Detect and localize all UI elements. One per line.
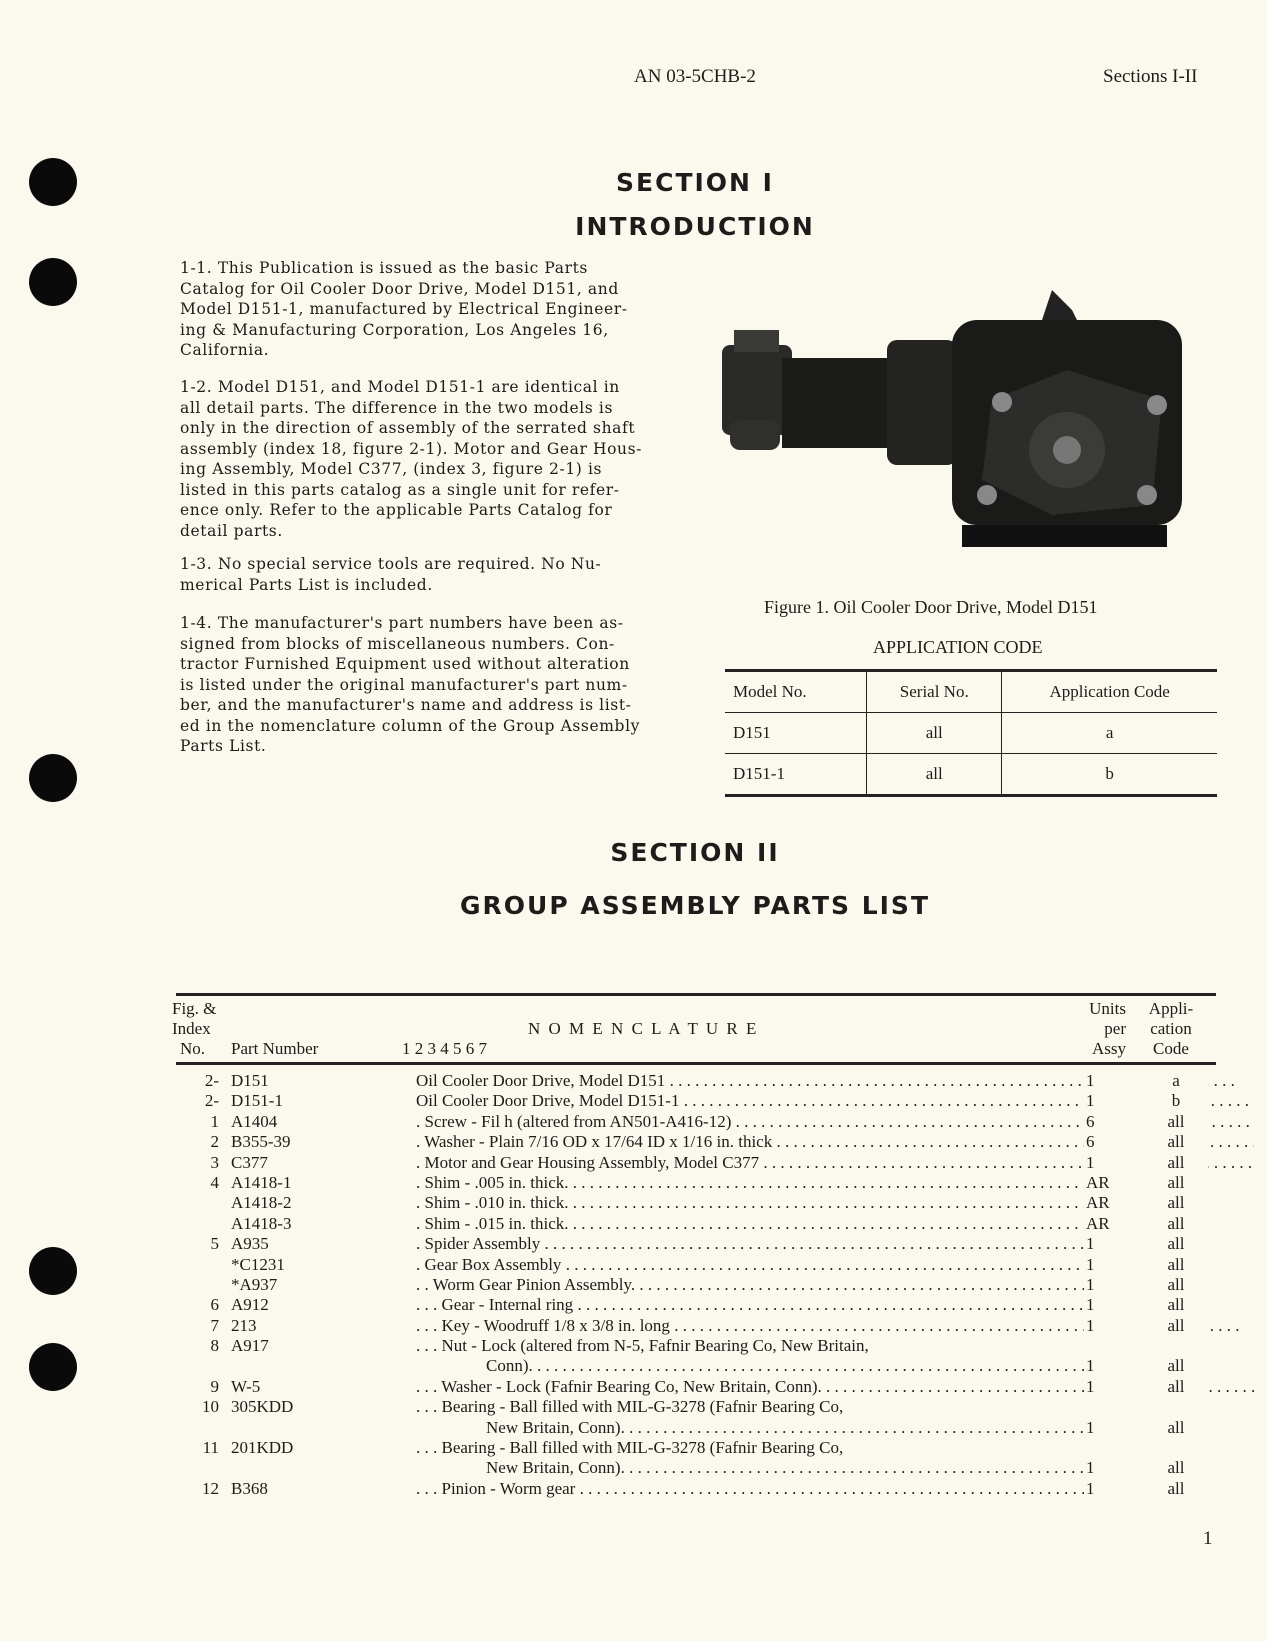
- section-range: Sections I-II: [1103, 66, 1198, 87]
- header-indent-levels: 1 2 3 4 5 6 7: [402, 1039, 487, 1058]
- header-no: No.: [180, 1039, 206, 1058]
- model-no: D151: [725, 713, 867, 754]
- header-part-number: Part Number: [231, 1039, 319, 1058]
- units-per-assy: 1: [1084, 1275, 1146, 1295]
- application-code: all: [1144, 1234, 1208, 1254]
- index-no: 5: [210, 1234, 219, 1254]
- index-no: 4: [210, 1172, 219, 1192]
- units-per-assy: AR: [1084, 1193, 1146, 1213]
- section-2-label: SECTION II: [610, 838, 780, 867]
- nomenclature: . . . Pinion - Worm gear . . .: [416, 1479, 1254, 1499]
- part-number: D151: [231, 1071, 269, 1090]
- units-per-assy: 1: [1084, 1295, 1146, 1315]
- nomenclature: Oil Cooler Door Drive, Model D151 . . .: [416, 1071, 1254, 1091]
- index-no: 10: [202, 1397, 219, 1417]
- parts-list-row: [176, 1316, 1216, 1336]
- paragraph-line: Catalog for Oil Cooler Door Drive, Model D151, and: [180, 279, 619, 298]
- part-number: W-5: [231, 1376, 261, 1396]
- parts-list-row: [176, 1193, 1216, 1213]
- units-per-assy: 1: [1084, 1418, 1146, 1438]
- application-code: a: [1144, 1071, 1208, 1091]
- oil-cooler-door-drive-photo: [722, 290, 1222, 570]
- parts-list-row: [176, 1438, 1216, 1458]
- part-number: *C1231: [231, 1254, 285, 1274]
- parts-list-row-continuation: [176, 1418, 1216, 1438]
- units-per-assy: 1: [1084, 1356, 1146, 1376]
- nomenclature-continuation: New Britain, Conn). . . .: [486, 1458, 1254, 1478]
- parts-list-row: [176, 1397, 1216, 1417]
- document-number: AN 03-5CHB-2: [634, 66, 756, 87]
- parts-list-row: [176, 1112, 1216, 1132]
- index-no: 8: [210, 1336, 219, 1356]
- paragraph-line: ber, and the manufacturer's name and address is list-: [180, 696, 632, 714]
- part-number: C377: [231, 1152, 268, 1172]
- application-code: all: [1144, 1479, 1208, 1499]
- index-no: 6: [210, 1295, 219, 1315]
- header-per: per: [1104, 1019, 1126, 1038]
- paragraph-line: is listed under the original manufacturer's part num-: [180, 675, 628, 694]
- part-number: B368: [231, 1478, 268, 1498]
- parts-list-row: [176, 1479, 1216, 1499]
- units-per-assy: 1: [1084, 1316, 1146, 1336]
- paragraph-line: Model D151-1, manufactured by Electrical Engineer-: [180, 300, 628, 318]
- units-per-assy: 1: [1084, 1234, 1146, 1254]
- nomenclature: . Shim - .010 in. thick. . . .: [416, 1193, 1254, 1213]
- application-code: all: [1144, 1356, 1208, 1376]
- paragraph-line: listed in this parts catalog as a single unit for refer-: [180, 480, 620, 499]
- nomenclature: . Shim - .005 in. thick. . . .: [416, 1173, 1254, 1193]
- section-2-title: GROUP ASSEMBLY PARTS LIST: [460, 891, 930, 920]
- units-per-assy: 1: [1084, 1458, 1146, 1478]
- units-per-assy: AR: [1084, 1173, 1146, 1193]
- index-no: 2-: [204, 1071, 219, 1090]
- page-number: 1: [1203, 1528, 1213, 1549]
- nomenclature: . . . Key - Woodruff 1/8 x 3/8 in. long . . .: [416, 1316, 1254, 1336]
- nomenclature: . . . Gear - Internal ring . . .: [416, 1295, 1254, 1315]
- part-number: *A937: [231, 1274, 278, 1294]
- paragraph-line: ence only. Refer to the applicable Parts Catalog for: [180, 501, 613, 519]
- binder-hole: [29, 1343, 77, 1391]
- index-no: 2: [210, 1132, 219, 1152]
- parts-list-row: [176, 1153, 1216, 1173]
- parts-list-row: [176, 1275, 1216, 1295]
- units-per-assy: AR: [1084, 1214, 1146, 1234]
- application-code: all: [1144, 1418, 1208, 1438]
- part-number: A1418-1: [231, 1172, 292, 1192]
- paragraph-line: 1-1. This Publication is issued as the basic Parts: [180, 259, 588, 277]
- header-assy: Assy: [1091, 1039, 1126, 1058]
- parts-list-row: [176, 1173, 1216, 1193]
- part-number: A935: [231, 1234, 269, 1254]
- part-number: D151-1: [231, 1091, 283, 1111]
- header-index: Index: [172, 1019, 211, 1038]
- part-number: A1404: [231, 1111, 278, 1131]
- paragraph-line: ed in the nomenclature column of the Group Assembly: [180, 716, 640, 735]
- index-no: 12: [202, 1478, 219, 1498]
- parts-list-row: [176, 1132, 1216, 1152]
- application-code: all: [1144, 1132, 1208, 1152]
- units-per-assy: 1: [1084, 1479, 1146, 1499]
- application-code: all: [1144, 1295, 1208, 1315]
- application-code: all: [1144, 1458, 1208, 1478]
- binder-hole: [29, 258, 77, 306]
- parts-list-row: [176, 1071, 1216, 1091]
- application-code-table: [725, 669, 1217, 797]
- header-nomenclature: N O M E N C L A T U R E: [528, 1019, 759, 1038]
- paragraph-line: ing & Manufacturing Corporation, Los Angeles 16,: [180, 320, 609, 339]
- nomenclature: . . . Washer - Lock (Fafnir Bearing Co, New Britain, Conn). . . .: [416, 1377, 1254, 1397]
- application-code: all: [1144, 1153, 1208, 1173]
- parts-list: [172, 993, 1216, 1499]
- header-serial-no: Serial No.: [867, 671, 1002, 713]
- table-header-row: [725, 671, 1217, 713]
- parts-list-header: [172, 996, 1216, 1062]
- binder-hole: [29, 1247, 77, 1295]
- header-appli: Appli-: [1148, 999, 1194, 1018]
- nomenclature-continuation: New Britain, Conn). . . .: [486, 1418, 1254, 1438]
- paragraph-line: only in the direction of assembly of the serrated shaft: [180, 419, 636, 437]
- binder-hole: [29, 754, 77, 802]
- nomenclature-continuation: Conn). . . .: [486, 1356, 1254, 1376]
- units-per-assy: 6: [1084, 1132, 1146, 1152]
- application-code: all: [1144, 1112, 1208, 1132]
- application-code: all: [1144, 1173, 1208, 1193]
- parts-list-row: [176, 1377, 1216, 1397]
- serial-no: all: [867, 713, 1002, 754]
- index-no: 11: [202, 1438, 219, 1458]
- application-code: b: [1002, 754, 1217, 796]
- part-number: A917: [231, 1336, 269, 1356]
- paragraph-1-2: [180, 377, 670, 541]
- table-row: [725, 754, 1217, 796]
- application-code: all: [1144, 1316, 1208, 1336]
- paragraph-line: signed from blocks of miscellaneous numbers. Con-: [180, 634, 615, 653]
- application-code: a: [1002, 713, 1217, 754]
- header-model-no: Model No.: [725, 671, 867, 713]
- application-code: all: [1144, 1275, 1208, 1295]
- part-number: A1418-3: [231, 1213, 292, 1233]
- header-cation: cation: [1150, 1019, 1192, 1038]
- parts-list-row-continuation: [176, 1356, 1216, 1376]
- index-no: 3: [210, 1152, 219, 1172]
- part-number: 305KDD: [231, 1397, 294, 1417]
- parts-list-row: [176, 1295, 1216, 1315]
- nomenclature: . . . Bearing - Ball filled with MIL-G-3278 (Fafnir Bearing Co,: [416, 1438, 844, 1458]
- header-units: Units: [1089, 999, 1126, 1018]
- nomenclature: . . Worm Gear Pinion Assembly. . . .: [416, 1275, 1254, 1295]
- part-number: A912: [231, 1295, 269, 1315]
- parts-list-row: [176, 1336, 1216, 1356]
- paragraph-line: California.: [180, 341, 270, 359]
- nomenclature: . Gear Box Assembly . . .: [416, 1255, 1254, 1275]
- paragraph-line: all detail parts. The difference in the two models is: [180, 398, 613, 417]
- part-number: 201KDD: [231, 1438, 294, 1458]
- nomenclature: . Spider Assembly . . .: [416, 1234, 1254, 1254]
- units-per-assy: 1: [1084, 1255, 1146, 1275]
- paragraph-line: tractor Furnished Equipment used without alteration: [180, 655, 630, 673]
- paragraph-line: Parts List.: [180, 737, 267, 755]
- application-code: all: [1144, 1255, 1208, 1275]
- paragraph-1-1: [180, 258, 670, 361]
- nomenclature: Oil Cooler Door Drive, Model D151-1 . . .: [416, 1091, 1254, 1111]
- units-per-assy: 1: [1084, 1153, 1146, 1173]
- nomenclature: . . . Nut - Lock (altered from N-5, Fafnir Bearing Co, New Britain,: [416, 1336, 869, 1356]
- paragraph-line: merical Parts List is included.: [180, 575, 433, 594]
- table-row: [725, 713, 1217, 754]
- paragraph-line: detail parts.: [180, 521, 283, 540]
- header-fig: Fig. &: [172, 999, 217, 1018]
- section-1-title: INTRODUCTION: [575, 212, 815, 241]
- units-per-assy: 1: [1084, 1377, 1146, 1397]
- nomenclature: . Motor and Gear Housing Assembly, Model C377 . . .: [416, 1153, 1254, 1173]
- parts-list-row: [176, 1255, 1216, 1275]
- section-1-label: SECTION I: [616, 168, 774, 197]
- index-no: 1: [210, 1111, 219, 1131]
- paragraph-1-4: [180, 613, 670, 757]
- parts-list-row: [176, 1234, 1216, 1254]
- parts-list-row-continuation: [176, 1458, 1216, 1478]
- paragraph-line: 1-4. The manufacturer's part numbers have been as-: [180, 614, 624, 632]
- part-number: 213: [231, 1315, 257, 1335]
- header-code: Code: [1153, 1039, 1189, 1058]
- application-code: all: [1144, 1214, 1208, 1234]
- application-code: all: [1144, 1193, 1208, 1213]
- nomenclature: . Screw - Fil h (altered from AN501-A416-12) . . .: [416, 1112, 1254, 1132]
- paragraph-1-3: [180, 554, 670, 595]
- paragraph-line: 1-3. No special service tools are required. No Nu-: [180, 555, 602, 573]
- parts-list-row: [176, 1091, 1216, 1111]
- units-per-assy: 1: [1084, 1091, 1146, 1111]
- nomenclature: . Washer - Plain 7/16 OD x 17/64 ID x 1/16 in. thick . . .: [416, 1132, 1254, 1152]
- application-code: all: [1144, 1377, 1208, 1397]
- paragraph-line: assembly (index 18, figure 2-1). Motor and Gear Hous-: [180, 439, 643, 458]
- parts-list-row: [176, 1214, 1216, 1234]
- paragraph-line: ing Assembly, Model C377, (index 3, figure 2-1) is: [180, 460, 603, 478]
- index-no: 2-: [204, 1091, 219, 1111]
- nomenclature: . Shim - .015 in. thick. . . .: [416, 1214, 1254, 1234]
- part-number: A1418-2: [231, 1193, 292, 1213]
- header-application-code: Application Code: [1002, 671, 1217, 713]
- index-no: 9: [210, 1376, 219, 1396]
- model-no: D151-1: [725, 754, 867, 796]
- application-code-title: APPLICATION CODE: [873, 637, 1043, 657]
- paragraph-line: 1-2. Model D151, and Model D151-1 are identical in: [180, 378, 620, 396]
- index-no: 7: [210, 1315, 219, 1335]
- figure-caption: Figure 1. Oil Cooler Door Drive, Model D151: [764, 597, 1098, 617]
- units-per-assy: 6: [1084, 1112, 1146, 1132]
- application-code: b: [1144, 1091, 1208, 1111]
- nomenclature: . . . Bearing - Ball filled with MIL-G-3278 (Fafnir Bearing Co,: [416, 1397, 844, 1417]
- serial-no: all: [867, 754, 1002, 796]
- units-per-assy: 1: [1084, 1071, 1146, 1091]
- part-number: B355-39: [231, 1132, 291, 1152]
